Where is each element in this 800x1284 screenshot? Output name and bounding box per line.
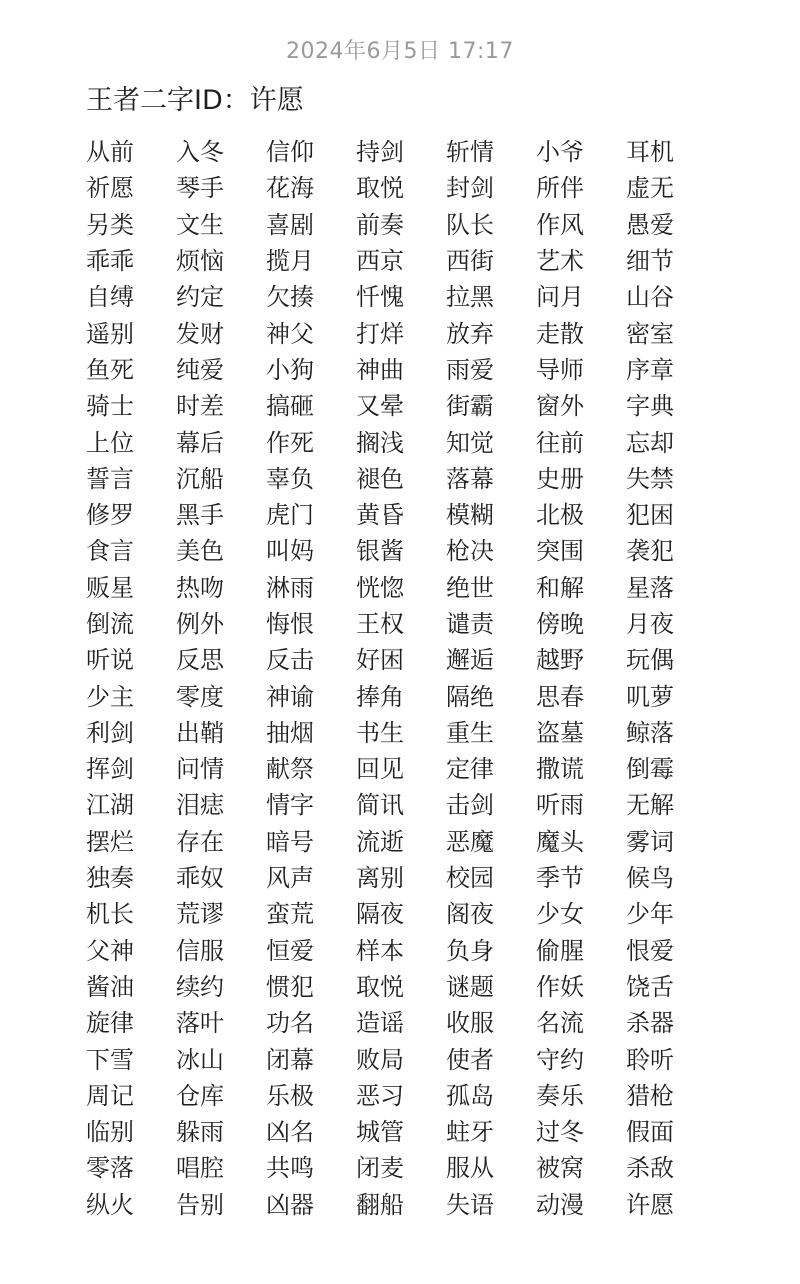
word-item: 取悦 bbox=[356, 972, 404, 1001]
word-item: 告别 bbox=[176, 1190, 224, 1219]
word-item: 取悦 bbox=[356, 174, 404, 203]
word-item: 小爷 bbox=[536, 138, 584, 167]
word-item: 孤岛 bbox=[446, 1081, 494, 1110]
word-item: 奏乐 bbox=[536, 1081, 584, 1110]
word-item: 冰山 bbox=[176, 1045, 224, 1074]
word-item: 斩情 bbox=[446, 138, 494, 167]
word-item: 密室 bbox=[626, 319, 674, 348]
word-row bbox=[86, 315, 696, 351]
word-item: 倒霉 bbox=[626, 755, 674, 784]
word-item: 动漫 bbox=[536, 1190, 584, 1219]
word-item: 傍晚 bbox=[536, 610, 584, 638]
word-item: 负身 bbox=[446, 936, 494, 965]
word-item: 史册 bbox=[536, 464, 584, 493]
word-item: 出鞘 bbox=[176, 718, 224, 747]
word-item: 临别 bbox=[86, 1118, 134, 1147]
word-item: 过冬 bbox=[536, 1118, 584, 1147]
word-item: 美色 bbox=[176, 537, 224, 566]
word-item: 月夜 bbox=[626, 610, 674, 638]
word-item: 恶习 bbox=[356, 1081, 404, 1110]
word-row bbox=[86, 678, 696, 714]
word-item: 走散 bbox=[536, 319, 584, 348]
word-item: 作死 bbox=[266, 428, 314, 457]
word-item: 江湖 bbox=[86, 791, 134, 820]
word-item: 阁夜 bbox=[446, 900, 494, 929]
word-item: 杀敌 bbox=[626, 1154, 674, 1183]
word-item: 导师 bbox=[536, 355, 584, 384]
word-row bbox=[86, 170, 696, 206]
word-item: 仓库 bbox=[176, 1081, 224, 1110]
word-item: 样本 bbox=[356, 936, 404, 965]
word-item: 季节 bbox=[536, 864, 584, 893]
word-row bbox=[86, 570, 696, 606]
word-row bbox=[86, 933, 696, 969]
word-item: 另类 bbox=[86, 210, 134, 239]
word-row bbox=[86, 1150, 696, 1186]
word-item: 乖奴 bbox=[176, 864, 224, 893]
word-item: 共鸣 bbox=[266, 1154, 314, 1183]
word-item: 凶名 bbox=[266, 1118, 314, 1147]
note-title: 王者二字ID：许愿 bbox=[86, 85, 304, 116]
word-item: 盗墓 bbox=[536, 718, 584, 747]
word-item: 谜题 bbox=[446, 972, 494, 1001]
word-item: 知觉 bbox=[446, 428, 494, 457]
word-row bbox=[86, 860, 696, 896]
word-item: 许愿 bbox=[626, 1190, 674, 1219]
word-item: 修罗 bbox=[86, 501, 134, 530]
word-item: 幕后 bbox=[176, 428, 224, 457]
word-item: 北极 bbox=[536, 501, 584, 530]
word-item: 书生 bbox=[356, 718, 404, 747]
word-row bbox=[86, 461, 696, 497]
word-row bbox=[86, 1078, 696, 1114]
word-item: 所伴 bbox=[536, 174, 584, 203]
word-item: 贩星 bbox=[86, 573, 134, 602]
word-item: 和解 bbox=[536, 573, 584, 602]
word-item: 细节 bbox=[626, 247, 674, 276]
word-item: 捧角 bbox=[356, 682, 404, 711]
word-item: 自缚 bbox=[86, 283, 134, 312]
word-item: 神谕 bbox=[266, 682, 314, 711]
word-item: 虚无 bbox=[626, 174, 674, 203]
word-item: 拉黑 bbox=[446, 283, 494, 312]
word-row bbox=[86, 207, 696, 243]
word-item: 献祭 bbox=[266, 755, 314, 784]
word-item: 惯犯 bbox=[266, 972, 314, 1001]
word-item: 骑士 bbox=[86, 392, 134, 421]
word-row bbox=[86, 824, 696, 860]
word-item: 摆烂 bbox=[86, 827, 134, 856]
word-item: 从前 bbox=[86, 138, 134, 167]
word-item: 忏愧 bbox=[356, 283, 404, 312]
word-item: 绝世 bbox=[446, 573, 494, 602]
word-item: 酱油 bbox=[86, 972, 134, 1001]
word-item: 翻船 bbox=[356, 1190, 404, 1219]
word-item: 杀器 bbox=[626, 1009, 674, 1038]
word-item: 风声 bbox=[266, 864, 314, 893]
word-item: 叫妈 bbox=[266, 537, 314, 566]
word-item: 文生 bbox=[176, 210, 224, 239]
word-item: 落幕 bbox=[446, 464, 494, 493]
word-item: 失语 bbox=[446, 1190, 494, 1219]
word-item: 神曲 bbox=[356, 355, 404, 384]
word-row bbox=[86, 715, 696, 751]
word-item: 听雨 bbox=[536, 791, 584, 820]
word-item: 蛮荒 bbox=[266, 900, 314, 929]
word-item: 鱼死 bbox=[86, 355, 134, 384]
note-timestamp: 2024年6月5日 17:17 bbox=[286, 39, 514, 64]
word-item: 欠揍 bbox=[266, 283, 314, 312]
word-row bbox=[86, 606, 696, 642]
word-row bbox=[86, 969, 696, 1005]
word-item: 纵火 bbox=[86, 1190, 134, 1219]
word-row bbox=[86, 352, 696, 388]
word-row bbox=[86, 1187, 696, 1223]
word-item: 抽烟 bbox=[266, 718, 314, 747]
word-item: 星落 bbox=[626, 573, 674, 602]
word-item: 魔头 bbox=[536, 827, 584, 856]
word-item: 花海 bbox=[266, 174, 314, 203]
word-item: 好困 bbox=[356, 646, 404, 675]
word-item: 简讯 bbox=[356, 791, 404, 820]
word-row bbox=[86, 134, 696, 170]
word-item: 偷腥 bbox=[536, 936, 584, 965]
word-item: 入冬 bbox=[176, 138, 224, 167]
word-item: 往前 bbox=[536, 428, 584, 457]
word-item: 使者 bbox=[446, 1045, 494, 1074]
word-item: 恶魔 bbox=[446, 827, 494, 856]
word-item: 蛀牙 bbox=[446, 1118, 494, 1147]
word-item: 落叶 bbox=[176, 1009, 224, 1038]
word-item: 造谣 bbox=[356, 1009, 404, 1038]
word-item: 褪色 bbox=[356, 464, 404, 493]
word-item: 凶器 bbox=[266, 1190, 314, 1219]
word-item: 淋雨 bbox=[266, 573, 314, 602]
word-item: 放弃 bbox=[446, 319, 494, 348]
word-item: 沉船 bbox=[176, 464, 224, 493]
word-item: 情字 bbox=[266, 791, 314, 820]
word-item: 耳机 bbox=[626, 138, 674, 167]
word-item: 思春 bbox=[536, 682, 584, 711]
word-item: 遥别 bbox=[86, 319, 134, 348]
word-item: 誓言 bbox=[86, 464, 134, 493]
word-item: 校园 bbox=[446, 864, 494, 893]
word-item: 琴手 bbox=[176, 174, 224, 203]
word-item: 重生 bbox=[446, 718, 494, 747]
word-item: 纯爱 bbox=[176, 355, 224, 384]
word-item: 问情 bbox=[176, 755, 224, 784]
word-item: 下雪 bbox=[86, 1045, 134, 1074]
word-item: 银酱 bbox=[356, 537, 404, 566]
word-item: 艺术 bbox=[536, 247, 584, 276]
word-item: 序章 bbox=[626, 355, 674, 384]
word-item: 例外 bbox=[176, 610, 224, 638]
word-row bbox=[86, 642, 696, 678]
word-item: 模糊 bbox=[446, 501, 494, 530]
word-item: 少年 bbox=[626, 900, 674, 929]
word-item: 虎门 bbox=[266, 501, 314, 530]
word-item: 小狗 bbox=[266, 355, 314, 384]
word-item: 零落 bbox=[86, 1154, 134, 1183]
word-item: 撒谎 bbox=[536, 755, 584, 784]
word-item: 袭犯 bbox=[626, 537, 674, 566]
word-item: 恍惚 bbox=[356, 573, 404, 602]
word-row bbox=[86, 388, 696, 424]
word-item: 字典 bbox=[626, 392, 674, 421]
word-row bbox=[86, 1005, 696, 1041]
word-item: 神父 bbox=[266, 319, 314, 348]
word-item: 忘却 bbox=[626, 428, 674, 457]
word-item: 作妖 bbox=[536, 972, 584, 1001]
word-item: 玩偶 bbox=[626, 646, 674, 675]
word-item: 搁浅 bbox=[356, 428, 404, 457]
word-item: 愚爱 bbox=[626, 210, 674, 239]
word-item: 被窝 bbox=[536, 1154, 584, 1183]
word-item: 听说 bbox=[86, 646, 134, 675]
word-row bbox=[86, 424, 696, 460]
word-item: 辜负 bbox=[266, 464, 314, 493]
word-item: 约定 bbox=[176, 283, 224, 312]
word-item: 唱腔 bbox=[176, 1154, 224, 1183]
word-item: 躲雨 bbox=[176, 1118, 224, 1147]
word-item: 饶舌 bbox=[626, 972, 674, 1001]
word-item: 定律 bbox=[446, 755, 494, 784]
word-item: 假面 bbox=[626, 1118, 674, 1147]
word-item: 反思 bbox=[176, 646, 224, 675]
word-item: 搞砸 bbox=[266, 392, 314, 421]
word-item: 封剑 bbox=[446, 174, 494, 203]
word-row bbox=[86, 243, 696, 279]
word-item: 独奏 bbox=[86, 864, 134, 893]
word-item: 越野 bbox=[536, 646, 584, 675]
word-item: 隔绝 bbox=[446, 682, 494, 711]
word-item: 零度 bbox=[176, 682, 224, 711]
word-item: 聆听 bbox=[626, 1045, 674, 1074]
word-item: 揽月 bbox=[266, 247, 314, 276]
word-item: 功名 bbox=[266, 1009, 314, 1038]
word-item: 作风 bbox=[536, 210, 584, 239]
word-item: 乐极 bbox=[266, 1081, 314, 1110]
word-row bbox=[86, 1114, 696, 1150]
word-item: 反击 bbox=[266, 646, 314, 675]
word-item: 城管 bbox=[356, 1118, 404, 1147]
word-item: 猎枪 bbox=[626, 1081, 674, 1110]
word-item: 枪决 bbox=[446, 537, 494, 566]
word-item: 邂逅 bbox=[446, 646, 494, 675]
word-item: 又晕 bbox=[356, 392, 404, 421]
word-item: 喜剧 bbox=[266, 210, 314, 239]
word-item: 无解 bbox=[626, 791, 674, 820]
word-item: 热吻 bbox=[176, 573, 224, 602]
word-item: 泪痣 bbox=[176, 791, 224, 820]
word-item: 信仰 bbox=[266, 138, 314, 167]
word-item: 父神 bbox=[86, 936, 134, 965]
word-row bbox=[86, 1041, 696, 1077]
word-item: 隔夜 bbox=[356, 900, 404, 929]
word-item: 打烊 bbox=[356, 319, 404, 348]
word-item: 暗号 bbox=[266, 827, 314, 856]
word-row bbox=[86, 533, 696, 569]
word-item: 鲸落 bbox=[626, 718, 674, 747]
word-item: 黑手 bbox=[176, 501, 224, 530]
word-item: 名流 bbox=[536, 1009, 584, 1038]
word-item: 离别 bbox=[356, 864, 404, 893]
word-item: 少女 bbox=[536, 900, 584, 929]
word-item: 闭麦 bbox=[356, 1154, 404, 1183]
word-row bbox=[86, 787, 696, 823]
word-item: 窗外 bbox=[536, 392, 584, 421]
word-row bbox=[86, 751, 696, 787]
word-item: 守约 bbox=[536, 1045, 584, 1074]
word-item: 机长 bbox=[86, 900, 134, 929]
word-grid bbox=[86, 134, 696, 1223]
word-item: 失禁 bbox=[626, 464, 674, 493]
word-row bbox=[86, 497, 696, 533]
word-item: 回见 bbox=[356, 755, 404, 784]
word-item: 存在 bbox=[176, 827, 224, 856]
word-item: 街霸 bbox=[446, 392, 494, 421]
word-item: 时差 bbox=[176, 392, 224, 421]
word-item: 乖乖 bbox=[86, 247, 134, 276]
word-item: 持剑 bbox=[356, 138, 404, 167]
word-item: 祈愿 bbox=[86, 174, 134, 203]
word-item: 突围 bbox=[536, 537, 584, 566]
word-item: 队长 bbox=[446, 210, 494, 239]
word-item: 前奏 bbox=[356, 210, 404, 239]
word-item: 恨爱 bbox=[626, 936, 674, 965]
word-item: 利剑 bbox=[86, 718, 134, 747]
word-item: 信服 bbox=[176, 936, 224, 965]
word-item: 候鸟 bbox=[626, 864, 674, 893]
word-row bbox=[86, 279, 696, 315]
word-item: 山谷 bbox=[626, 283, 674, 312]
word-item: 击剑 bbox=[446, 791, 494, 820]
word-item: 黄昏 bbox=[356, 501, 404, 530]
word-item: 悔恨 bbox=[266, 610, 314, 638]
word-item: 烦恼 bbox=[176, 247, 224, 276]
word-item: 流逝 bbox=[356, 827, 404, 856]
word-item: 王权 bbox=[356, 610, 404, 638]
word-item: 西京 bbox=[356, 247, 404, 276]
word-item: 旋律 bbox=[86, 1009, 134, 1038]
word-item: 败局 bbox=[356, 1045, 404, 1074]
word-item: 服从 bbox=[446, 1154, 494, 1183]
word-item: 收服 bbox=[446, 1009, 494, 1038]
word-item: 犯困 bbox=[626, 501, 674, 530]
word-item: 谴责 bbox=[446, 610, 494, 638]
word-item: 问月 bbox=[536, 283, 584, 312]
word-item: 西街 bbox=[446, 247, 494, 276]
word-item: 挥剑 bbox=[86, 755, 134, 784]
word-item: 恒爱 bbox=[266, 936, 314, 965]
word-item: 食言 bbox=[86, 537, 134, 566]
word-row bbox=[86, 896, 696, 932]
word-item: 发财 bbox=[176, 319, 224, 348]
word-item: 周记 bbox=[86, 1081, 134, 1110]
word-item: 雾词 bbox=[626, 827, 674, 856]
word-item: 叽萝 bbox=[626, 682, 674, 711]
word-item: 闭幕 bbox=[266, 1045, 314, 1074]
word-item: 倒流 bbox=[86, 610, 134, 638]
word-item: 续约 bbox=[176, 972, 224, 1001]
word-item: 雨爱 bbox=[446, 355, 494, 384]
word-item: 上位 bbox=[86, 428, 134, 457]
word-item: 荒谬 bbox=[176, 900, 224, 929]
word-item: 少主 bbox=[86, 682, 134, 711]
